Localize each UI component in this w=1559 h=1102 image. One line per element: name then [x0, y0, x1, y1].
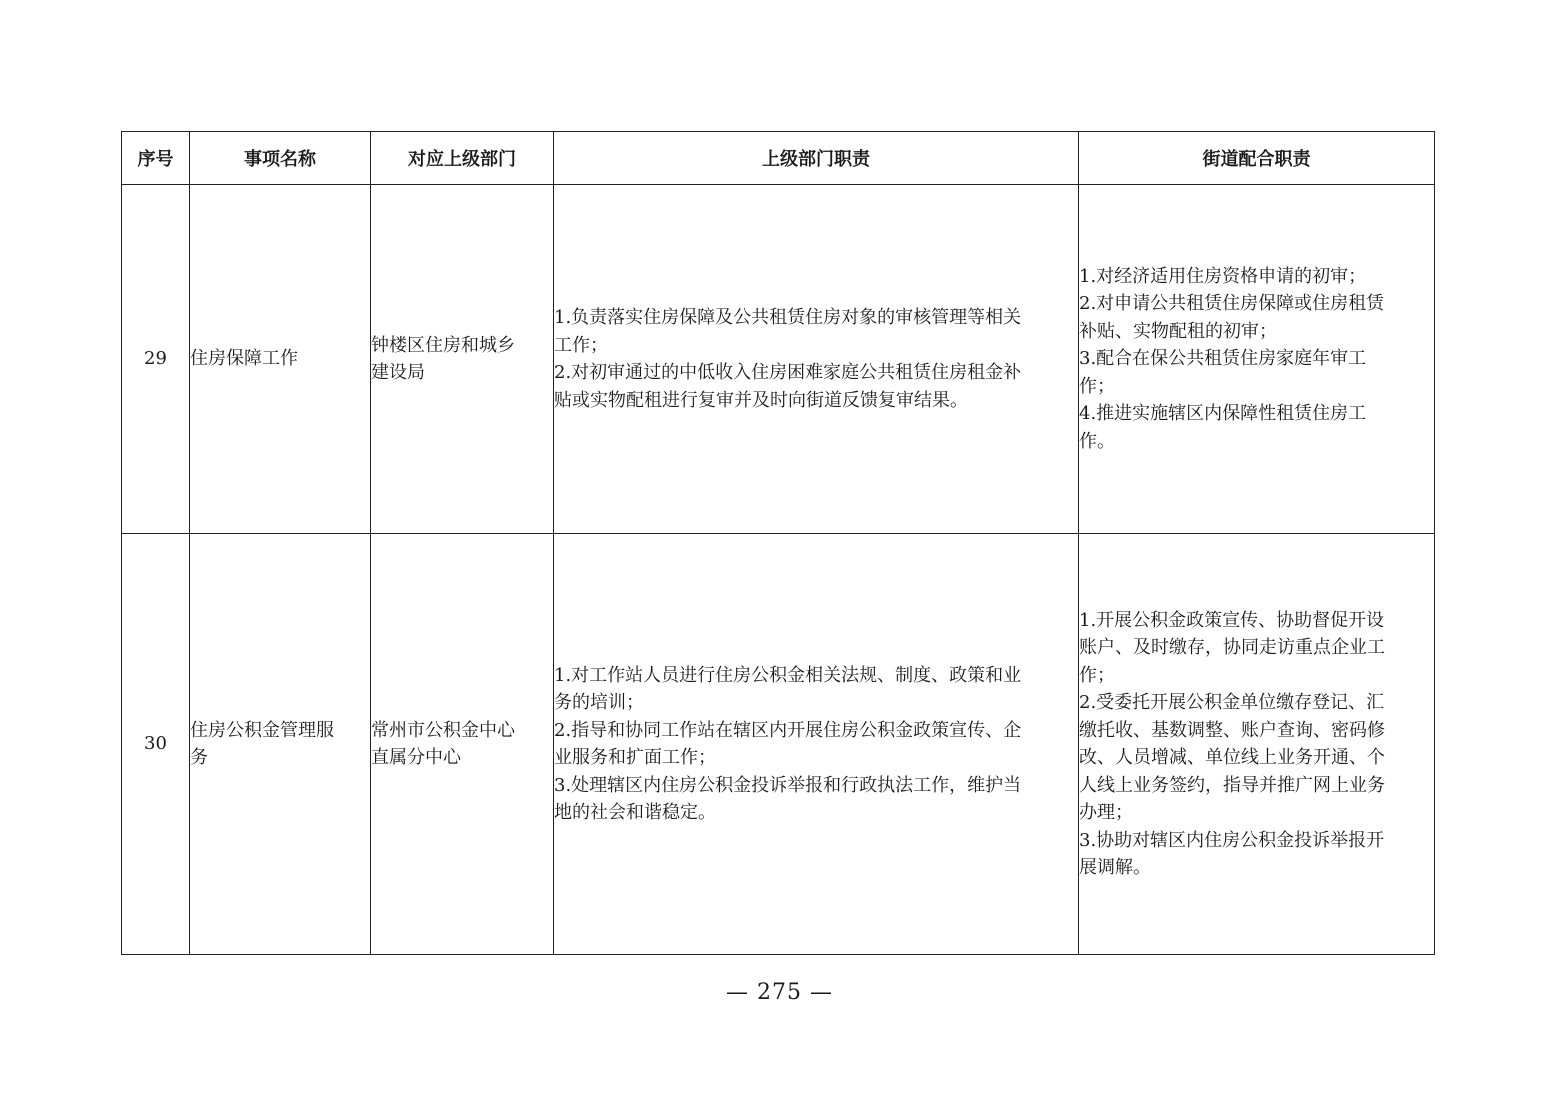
street-duties-cell: [1079, 185, 1435, 534]
superior-department-cell: [371, 534, 554, 955]
item-name-line: 务: [190, 747, 208, 768]
duty-line: 1.对经济适用住房资格申请的初审；: [1079, 265, 1367, 287]
item-name-cell: [190, 534, 371, 955]
duty-line: 地的社会和谐稳定。: [554, 802, 716, 823]
responsibility-table: [121, 131, 1435, 955]
header-serial-number: 序号: [122, 132, 190, 185]
page-number: — 275 —: [726, 980, 833, 1005]
duty-line: 办理；: [1079, 802, 1133, 823]
superior-duties-cell: [554, 185, 1079, 534]
duty-line: 2.对申请公共租赁住房保障或住房租赁: [1079, 293, 1385, 315]
serial-number-cell: 29: [122, 185, 190, 534]
duty-line: 展调解。: [1079, 857, 1151, 878]
department-line: 建设局: [371, 362, 425, 383]
duty-line: 缴托收、基数调整、账户查询、密码修: [1079, 719, 1385, 741]
department-line: 常州市公积金中心: [371, 719, 515, 741]
table-header-row: [122, 132, 1435, 185]
duty-line: 贴或实物配租进行复审并及时向街道反馈复审结果。: [554, 389, 968, 411]
duty-line: 作。: [1079, 430, 1115, 452]
item-name-cell: [190, 185, 371, 534]
duty-line: 务的培训；: [554, 692, 644, 713]
header-superior-duties: 上级部门职责: [554, 132, 1079, 185]
department-line: 直属分中心: [371, 747, 461, 768]
duty-line: 工作；: [554, 334, 608, 356]
duty-line: 人线上业务签约，指导并推广网上业务: [1079, 774, 1385, 796]
header-item-name: 事项名称: [190, 132, 371, 185]
table-row: [122, 534, 1435, 955]
duty-line: 3.协助对辖区内住房公积金投诉举报开: [1079, 829, 1385, 851]
duty-line: 4.推进实施辖区内保障性租赁住房工: [1079, 403, 1367, 425]
duty-line: 1.对工作站人员进行住房公积金相关法规、制度、政策和业: [554, 664, 1022, 686]
duty-line: 账户、及时缴存，协同走访重点企业工: [1079, 637, 1385, 658]
street-duties-cell: [1079, 534, 1435, 955]
duty-line: 2.对初审通过的中低收入住房困难家庭公共租赁住房租金补: [554, 362, 1022, 383]
superior-department-cell: [371, 185, 554, 534]
table-row: [122, 185, 1435, 534]
header-street-duties: 街道配合职责: [1079, 132, 1435, 185]
duty-line: 作；: [1079, 664, 1115, 686]
duty-line: 1.开展公积金政策宣传、协助督促开设: [1079, 609, 1385, 631]
superior-duties-cell: [554, 534, 1079, 955]
duty-line: 作；: [1079, 375, 1115, 397]
item-name-line: 住房保障工作: [190, 348, 298, 370]
duty-line: 改、人员增减、单位线上业务开通、个: [1079, 747, 1385, 768]
department-line: 钟楼区住房和城乡: [371, 334, 515, 356]
serial-number-cell: 30: [122, 534, 190, 955]
duty-line: 补贴、实物配租的初审；: [1079, 320, 1277, 342]
duty-line: 2.指导和协同工作站在辖区内开展住房公积金政策宣传、企: [554, 719, 1022, 741]
duty-line: 3.配合在保公共租赁住房家庭年审工: [1079, 348, 1367, 370]
duty-line: 业服务和扩面工作；: [554, 747, 716, 768]
duty-line: 1.负责落实住房保障及公共租赁住房对象的审核管理等相关: [554, 307, 1022, 328]
item-name-line: 住房公积金管理服: [190, 719, 334, 741]
header-superior-department: 对应上级部门: [371, 132, 554, 185]
duty-line: 3.处理辖区内住房公积金投诉举报和行政执法工作，维护当: [554, 774, 1022, 796]
duty-line: 2.受委托开展公积金单位缴存登记、汇: [1079, 692, 1385, 713]
